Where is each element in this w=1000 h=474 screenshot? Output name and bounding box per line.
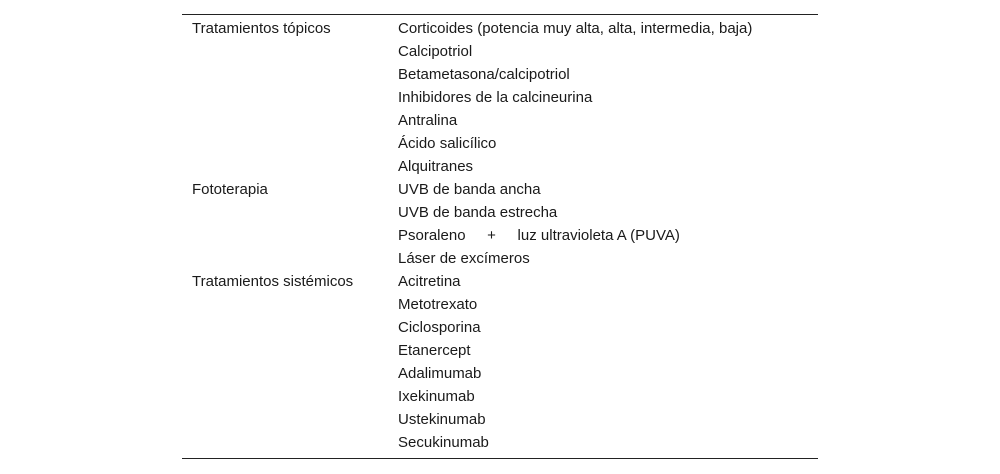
treatment-list [398,178,680,270]
list-item: Antralina [398,112,458,129]
list-item: Adalimumab [398,365,482,382]
table-group-systemic [182,270,818,454]
list-item: Ciclosporina [398,319,481,336]
treatment-list [398,270,489,454]
list-item: Ácido salicílico [398,135,497,152]
list-item-puva [398,224,680,247]
category-label: Tratamientos tópicos [192,20,331,37]
category-label: Fototerapia [192,181,268,198]
list-item: Ustekinumab [398,411,486,428]
list-item: Inhibidores de la calcineurina [398,89,593,106]
list-item: Ixekinumab [398,388,475,405]
puva-part-uva: luz ultravioleta A (PUVA) [517,227,680,244]
treatment-list [398,17,752,178]
list-item: UVB de banda estrecha [398,204,558,221]
table-group-topical [182,17,818,178]
list-item: Acitretina [398,273,461,290]
list-item: Betametasona/calcipotriol [398,66,570,83]
plus-sign: + [487,227,496,244]
treatment-table [182,14,818,459]
list-item: Láser de excímeros [398,250,530,267]
category-label: Tratamientos sistémicos [192,273,354,290]
list-item: Metotrexato [398,296,478,313]
table-group-phototherapy [182,178,818,270]
list-item: Secukinumab [398,434,489,451]
list-item: Corticoides (potencia muy alta, alta, intermedia, baja) [398,20,753,37]
list-item: Etanercept [398,342,471,359]
list-item: Calcipotriol [398,43,473,60]
list-item: UVB de banda ancha [398,181,541,198]
list-item: Alquitranes [398,158,474,175]
puva-part-psoraleno: Psoraleno [398,227,466,244]
